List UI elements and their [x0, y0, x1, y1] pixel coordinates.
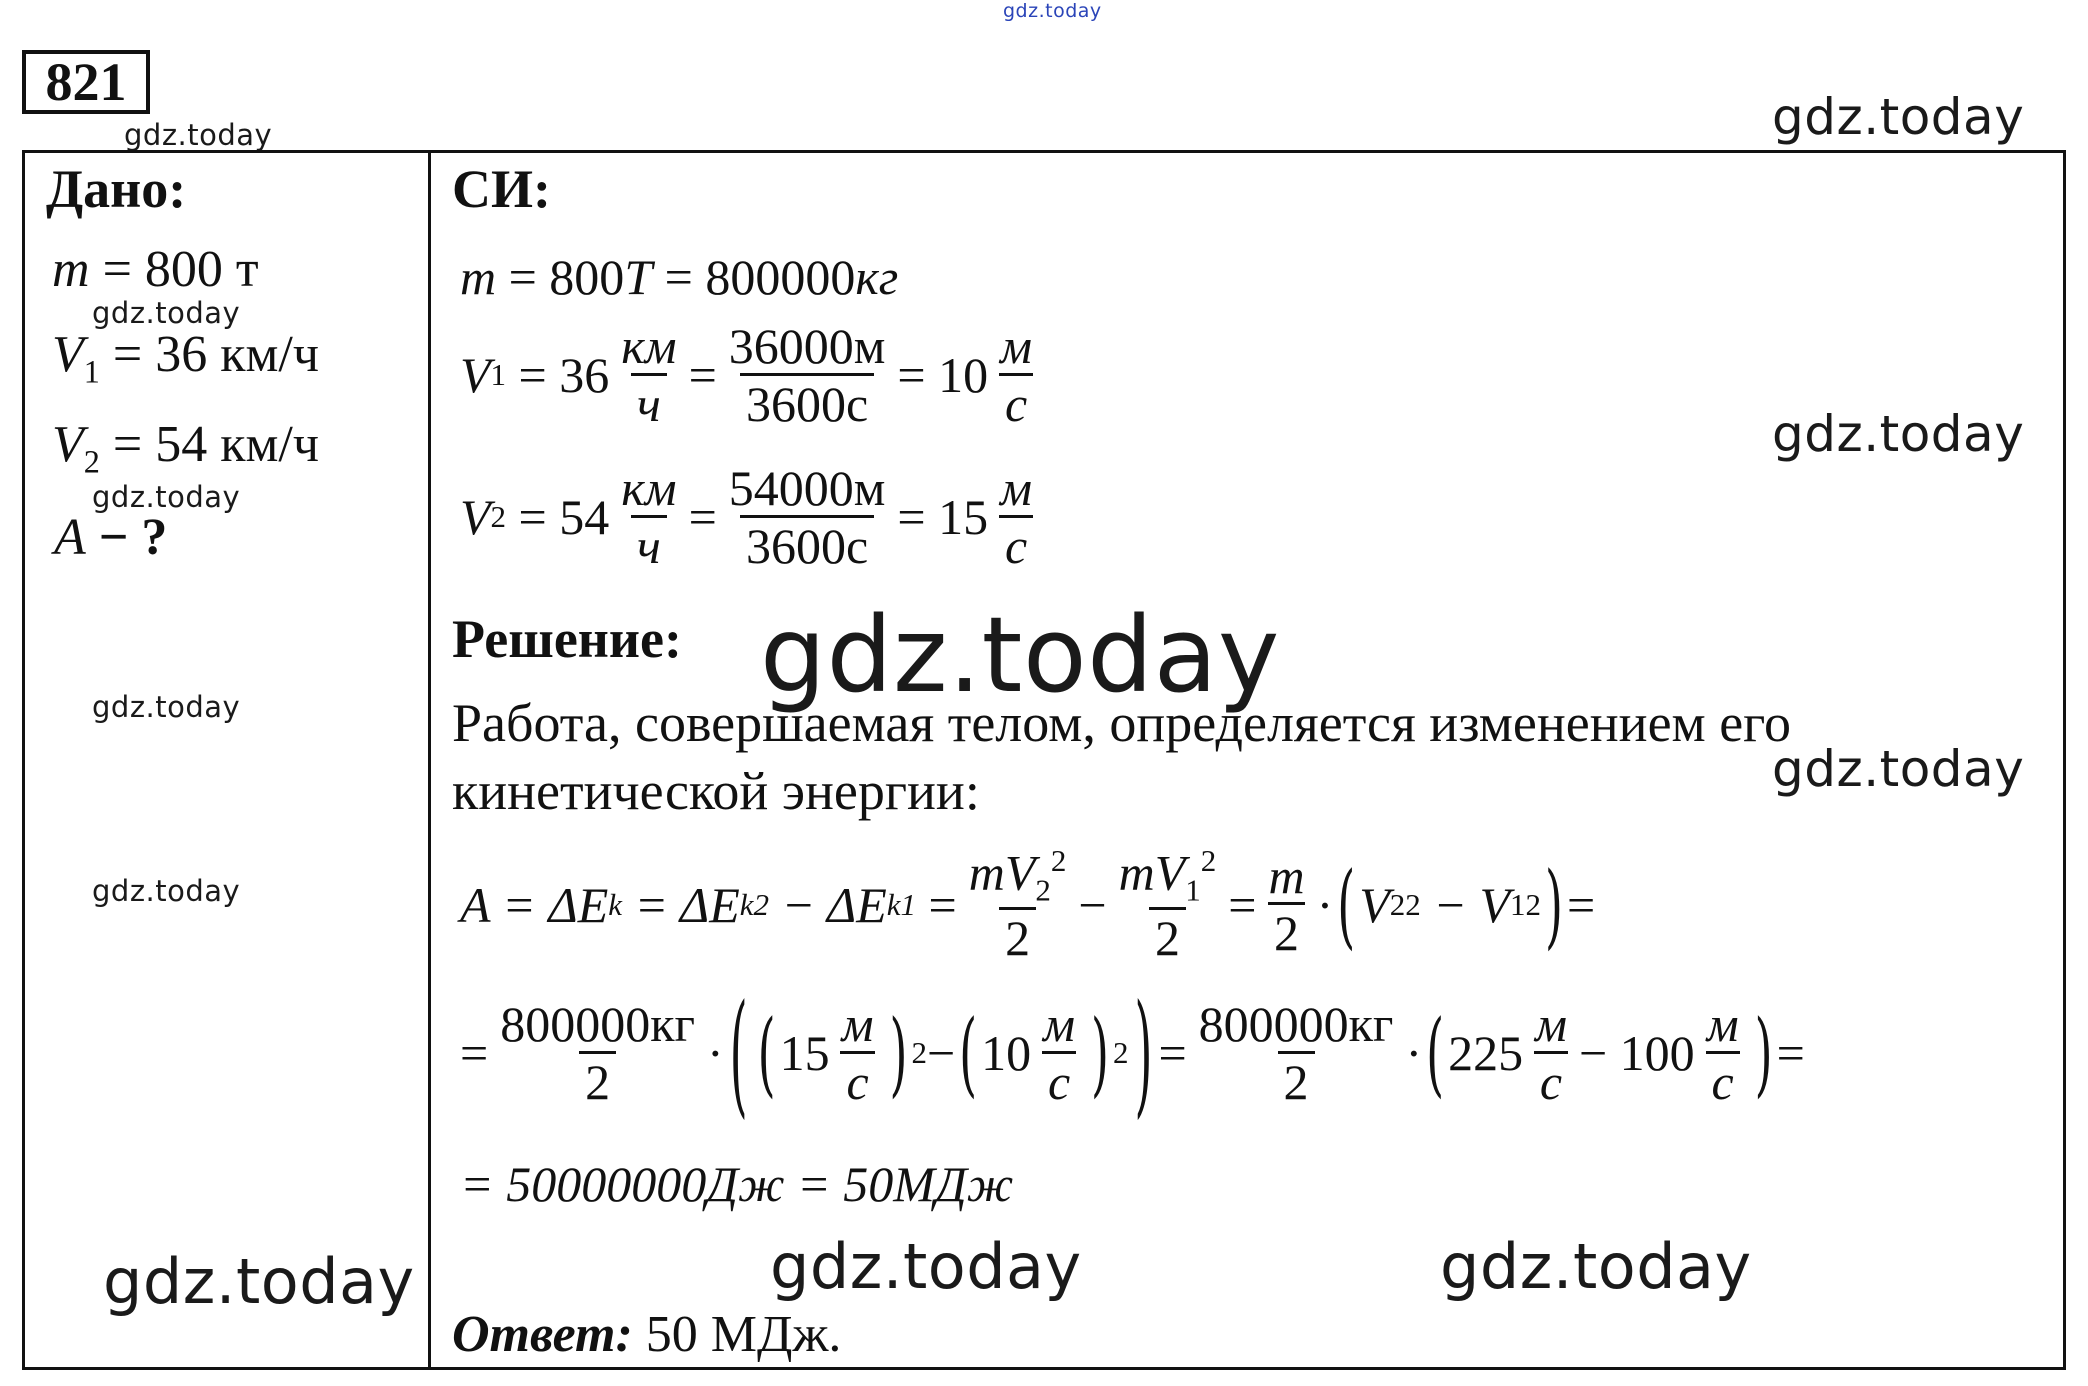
- given-v2: [52, 415, 319, 480]
- watermark: gdz.today: [124, 118, 273, 152]
- eq1-v2-sup: 2: [1405, 886, 1421, 922]
- eq1-end: =: [1566, 876, 1596, 933]
- eq2-outer-close: ): [1134, 974, 1153, 1132]
- given-v1-sub: 1: [83, 353, 100, 390]
- eq1-paren-open: (: [1337, 850, 1356, 959]
- given-mass-symbol: m: [52, 241, 90, 298]
- solution-text-line2: кинетической энергии:: [452, 761, 980, 821]
- given-v2-symbol: V: [52, 416, 84, 473]
- eq1-dot: ·: [1316, 876, 1334, 933]
- eq2-sq2: 2: [1112, 1035, 1129, 1070]
- eq2-f2-num: 800000кг: [1198, 996, 1394, 1052]
- watermark: gdz.today: [1440, 1230, 1752, 1303]
- eq2-minus2: − 100: [1578, 1025, 1695, 1081]
- watermark: gdz.today: [103, 1245, 415, 1318]
- eq1-minus: −: [1078, 876, 1107, 933]
- given-v1-value: = 36 км/ч: [112, 326, 319, 383]
- si-v2-line: [460, 462, 1044, 572]
- si-v2-eq1: = 54: [518, 489, 610, 545]
- eq1-d: =: [928, 876, 957, 933]
- eq1-f1-sub: 2: [1035, 872, 1051, 908]
- eq2-u1-num: м: [841, 996, 874, 1052]
- eq1-b: = ΔE: [634, 876, 740, 933]
- si-v2-f1-den: ч: [631, 515, 667, 573]
- si-v2-f2-den: 3600с: [740, 515, 874, 573]
- solution-text-line1: Работа, совершаемая телом, определяется изменением его: [452, 693, 1791, 753]
- si-v1-f2-num: 36000м: [728, 318, 886, 374]
- eq1-v1-sup: 2: [1525, 886, 1542, 922]
- watermark: gdz.today: [770, 1230, 1082, 1303]
- watermark: gdz.today: [92, 690, 241, 724]
- watermark: gdz.today: [1772, 740, 2025, 798]
- eq1-f1-den: 2: [999, 907, 1036, 965]
- eq2-start: =: [460, 1025, 489, 1081]
- eq1-f1-num: mV: [968, 844, 1036, 901]
- eq2-inner2-close: ): [1091, 999, 1109, 1107]
- eq1-k: k: [608, 886, 623, 922]
- answer-value: 50 МДж.: [645, 1306, 842, 1363]
- eq2-n225: 225: [1448, 1025, 1524, 1081]
- eq1-paren-close: ): [1545, 850, 1563, 959]
- watermark-large: gdz.today: [760, 594, 1280, 716]
- eq1-f1-sup: 2: [1050, 843, 1067, 878]
- given-heading: Дано:: [46, 159, 187, 219]
- given-mass-value: = 800 т: [102, 241, 259, 298]
- eq2-paren3-open: (: [1426, 999, 1445, 1107]
- eq2-inner1-open: (: [757, 999, 776, 1107]
- si-mass-rest: = 800: [508, 249, 625, 305]
- si-v1-sub: 1: [490, 357, 507, 392]
- eq2-n10: 10: [981, 1025, 1032, 1081]
- eq2-f2-den: 2: [1278, 1051, 1315, 1109]
- si-v1-symbol: V: [460, 347, 491, 403]
- eq2-sq1: 2: [911, 1035, 927, 1070]
- equation-substitution: [460, 974, 1805, 1132]
- answer-line: [452, 1305, 841, 1364]
- si-v1-f1-den: ч: [631, 373, 667, 431]
- eq2-paren3-close: ): [1754, 999, 1773, 1107]
- eq2-f1-den: 2: [579, 1051, 616, 1109]
- eq1-f2-sub: 1: [1185, 872, 1201, 908]
- eq1-k1: k1: [886, 886, 917, 922]
- eq2-outer-open: (: [729, 974, 748, 1132]
- eq1-v2-sub: 2: [1389, 886, 1406, 922]
- eq1-f2-num: mV: [1118, 844, 1186, 901]
- si-v2-eq2: =: [688, 489, 717, 545]
- eq2-f1-num: 800000кг: [500, 996, 696, 1052]
- eq2-dot2: ·: [1405, 1025, 1423, 1081]
- si-v1-eq3: = 10: [897, 347, 989, 403]
- watermark: gdz.today: [1772, 88, 2025, 146]
- si-mass-symbol: m: [460, 249, 497, 305]
- eq1-k2: k2: [739, 886, 770, 922]
- given-find-value: − ?: [98, 509, 168, 566]
- eq1-m2: − V: [1433, 876, 1511, 933]
- si-v1-eq1: = 36: [518, 347, 610, 403]
- eq2-u3-den: с: [1534, 1051, 1568, 1109]
- si-v1-f1-num: км: [621, 318, 677, 374]
- solution-heading: Решение:: [452, 609, 682, 669]
- given-v1-symbol: V: [52, 326, 84, 383]
- watermark: gdz.today: [92, 296, 241, 330]
- eq2-eq: =: [1158, 1025, 1187, 1081]
- si-v2-f1-num: км: [621, 460, 677, 516]
- given-mass: [52, 240, 259, 299]
- si-mass-eq: = 800000: [664, 249, 856, 305]
- given-v2-value: = 54 км/ч: [112, 416, 319, 473]
- watermark: gdz.today: [92, 480, 241, 514]
- si-v2-f2-num: 54000м: [728, 460, 886, 516]
- si-v2-eq3: = 15: [897, 489, 989, 545]
- given-v2-sub: 2: [83, 443, 100, 480]
- answer-label: Ответ:: [452, 1306, 633, 1363]
- eq2-inner1-close: ): [889, 999, 908, 1107]
- eq1-f2-den: 2: [1149, 907, 1186, 965]
- problem-number-badge: 821: [22, 50, 150, 114]
- si-v1-f2-den: 3600с: [740, 373, 874, 431]
- si-v2-f3-num: м: [1000, 460, 1033, 516]
- watermark: gdz.today: [1772, 405, 2025, 463]
- si-v2-symbol: V: [460, 489, 491, 545]
- eq2-inner2-open: (: [959, 999, 978, 1107]
- eq2-u1-den: с: [840, 1051, 874, 1109]
- si-heading: СИ:: [452, 159, 551, 219]
- si-mass-line: [460, 248, 898, 306]
- si-mass-unit-t: T: [624, 249, 653, 305]
- eq1-v2: V: [1359, 876, 1390, 933]
- si-v2-f3-den: с: [999, 515, 1033, 573]
- watermark-top: gdz.today: [1003, 0, 1102, 22]
- eq2-n15: 15: [779, 1025, 830, 1081]
- eq2-u2-den: с: [1042, 1051, 1076, 1109]
- eq1-e: =: [1228, 876, 1257, 933]
- given-find: [54, 508, 167, 567]
- given-v1: [52, 325, 319, 390]
- eq1-f3-num: m: [1268, 847, 1305, 904]
- si-v1-f3-num: м: [1000, 318, 1033, 374]
- equation-result: = 50000000Дж = 50МДж: [460, 1156, 1014, 1212]
- eq2-minus: −: [926, 1025, 956, 1081]
- eq2-end: =: [1776, 1025, 1805, 1081]
- equation-work-energy: [460, 845, 1595, 964]
- eq2-dot: ·: [707, 1025, 724, 1081]
- eq1-v1-sub: 1: [1510, 886, 1526, 922]
- eq1-c: − ΔE: [781, 876, 887, 933]
- si-v2-sub: 2: [490, 499, 507, 534]
- si-v1-line: [460, 320, 1044, 430]
- eq1-a: A = ΔE: [460, 876, 609, 933]
- eq2-u3-num: м: [1535, 996, 1567, 1052]
- eq1-f3-den: 2: [1268, 902, 1305, 960]
- column-divider: [428, 150, 431, 1370]
- eq1-f2-sup: 2: [1200, 843, 1217, 878]
- eq2-u4-num: м: [1706, 996, 1739, 1052]
- eq2-u4-den: с: [1706, 1051, 1740, 1109]
- si-mass-unit: кг: [855, 249, 899, 305]
- eq2-u2-num: м: [1043, 996, 1076, 1052]
- si-v1-eq2: =: [688, 347, 717, 403]
- given-find-symbol: A: [54, 509, 86, 566]
- watermark: gdz.today: [92, 874, 241, 908]
- si-v1-f3-den: с: [999, 373, 1033, 431]
